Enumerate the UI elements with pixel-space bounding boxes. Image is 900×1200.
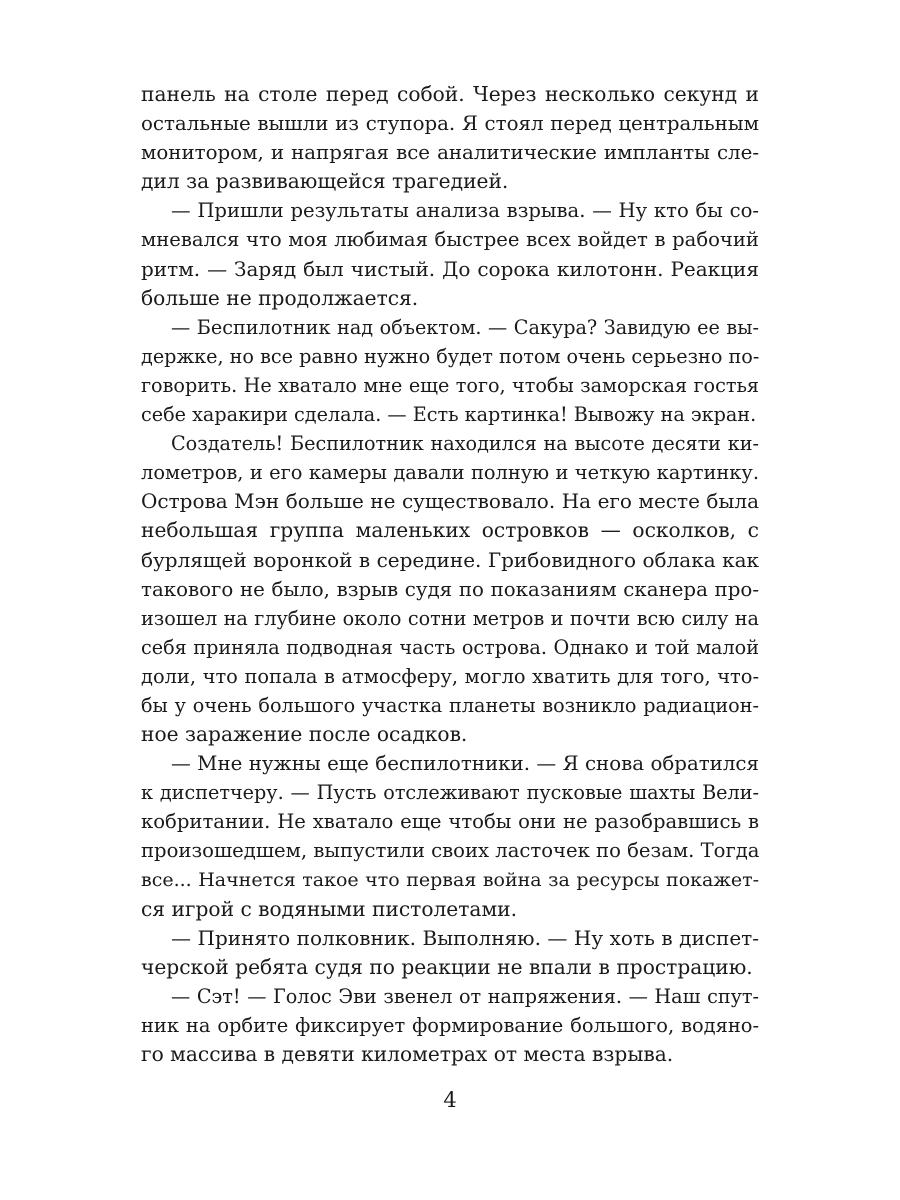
text-line: говорить. Не хватало мне еще того, чтобы заморская гостья bbox=[141, 373, 759, 397]
paragraph bbox=[141, 924, 759, 982]
text-line: небольшая группа маленьких островков — осколков, с bbox=[141, 518, 759, 543]
text-line: го массива в девяти километрах от места взрыва. bbox=[141, 1042, 674, 1067]
text-line: держке, но все равно нужно будет потом очень серьезно по- bbox=[141, 344, 759, 368]
text-line: черской ребята судя по реакции не впали в прострацию. bbox=[141, 954, 753, 979]
paragraph bbox=[141, 749, 759, 924]
text-line: остальные вышли из ступора. Я стоял перед центральным bbox=[141, 112, 759, 136]
text-line: больше не продолжается. bbox=[141, 285, 419, 310]
paragraph bbox=[141, 196, 759, 312]
text-line: ное заражение после осадков. bbox=[141, 722, 468, 747]
text-line: — Пришли результаты анализа взрыва. — Ну кто бы со- bbox=[171, 199, 759, 223]
text-line: мневался что моя любимая быстрее всех войдет в рабочий bbox=[141, 228, 759, 252]
paragraph bbox=[141, 313, 759, 429]
text-line: ник на орбите фиксирует формирование большого, водяно- bbox=[141, 1014, 759, 1037]
text-line: Создатель! Беспилотник находился на высоте десяти ки- bbox=[171, 432, 759, 456]
text-line: монитором, и напрягая все аналитические импланты сле- bbox=[141, 141, 759, 165]
text-line: дил за развивающейся трагедией. bbox=[141, 169, 509, 194]
text-line: к диспетчеру. — Пусть отслеживают пусковые шахты Вели- bbox=[141, 781, 759, 805]
page-body bbox=[141, 80, 759, 1069]
text-line: такового не было, взрыв судя по показаниям сканера про- bbox=[141, 577, 759, 601]
page-number: 4 bbox=[443, 1088, 457, 1112]
text-line: бы у очень большого участка планеты возникло радиацион- bbox=[141, 693, 759, 717]
text-line: ся игрой с водяными пистолетами. bbox=[141, 896, 518, 921]
text-line: — Принято полковник. Выполняю. — Ну хоть в диспет- bbox=[171, 925, 759, 950]
text-line: доли, что попала в атмосферу, могло хватить для того, что- bbox=[141, 664, 759, 688]
text-line: кобритании. Не хватало еще чтобы они не разобравшись в bbox=[141, 810, 759, 834]
text-line: изошел на глубине около сотни метров и почти всю силу на bbox=[141, 606, 759, 630]
text-line: бурлящей воронкой в середине. Грибовидного облака как bbox=[141, 547, 759, 572]
text-line: — Мне нужны еще беспилотники. — Я снова обратился bbox=[171, 752, 759, 776]
paragraph bbox=[141, 982, 759, 1069]
text-line: — Беспилотник над объектом. — Сакура? Завидую ее вы- bbox=[171, 315, 759, 339]
text-line: все... Начнется такое что первая война за ресурсы покажет- bbox=[141, 868, 759, 891]
text-line: лометров, и его камеры давали полную и четкую картинку. bbox=[141, 461, 759, 485]
text-line: — Сэт! — Голос Эви звенел от напряжения. — Наш спут- bbox=[171, 984, 759, 1008]
paragraph bbox=[141, 80, 759, 196]
text-line: панель на столе перед собой. Через несколько секунд и bbox=[141, 82, 759, 106]
text-line: Острова Мэн больше не существовало. На его месте была bbox=[141, 489, 759, 514]
text-line: себе харакири сделала. — Есть картинка! Вывожу на экран. bbox=[141, 403, 757, 427]
paragraph bbox=[141, 429, 759, 749]
text-line: себя приняла подводная часть острова. Однако и той малой bbox=[141, 635, 759, 659]
text-line: ритм. — Заряд был чистый. До сорока килотонн. Реакция bbox=[141, 256, 759, 281]
text-line: произошедшем, выпустили своих ласточек по безам. Тогда bbox=[141, 839, 759, 863]
